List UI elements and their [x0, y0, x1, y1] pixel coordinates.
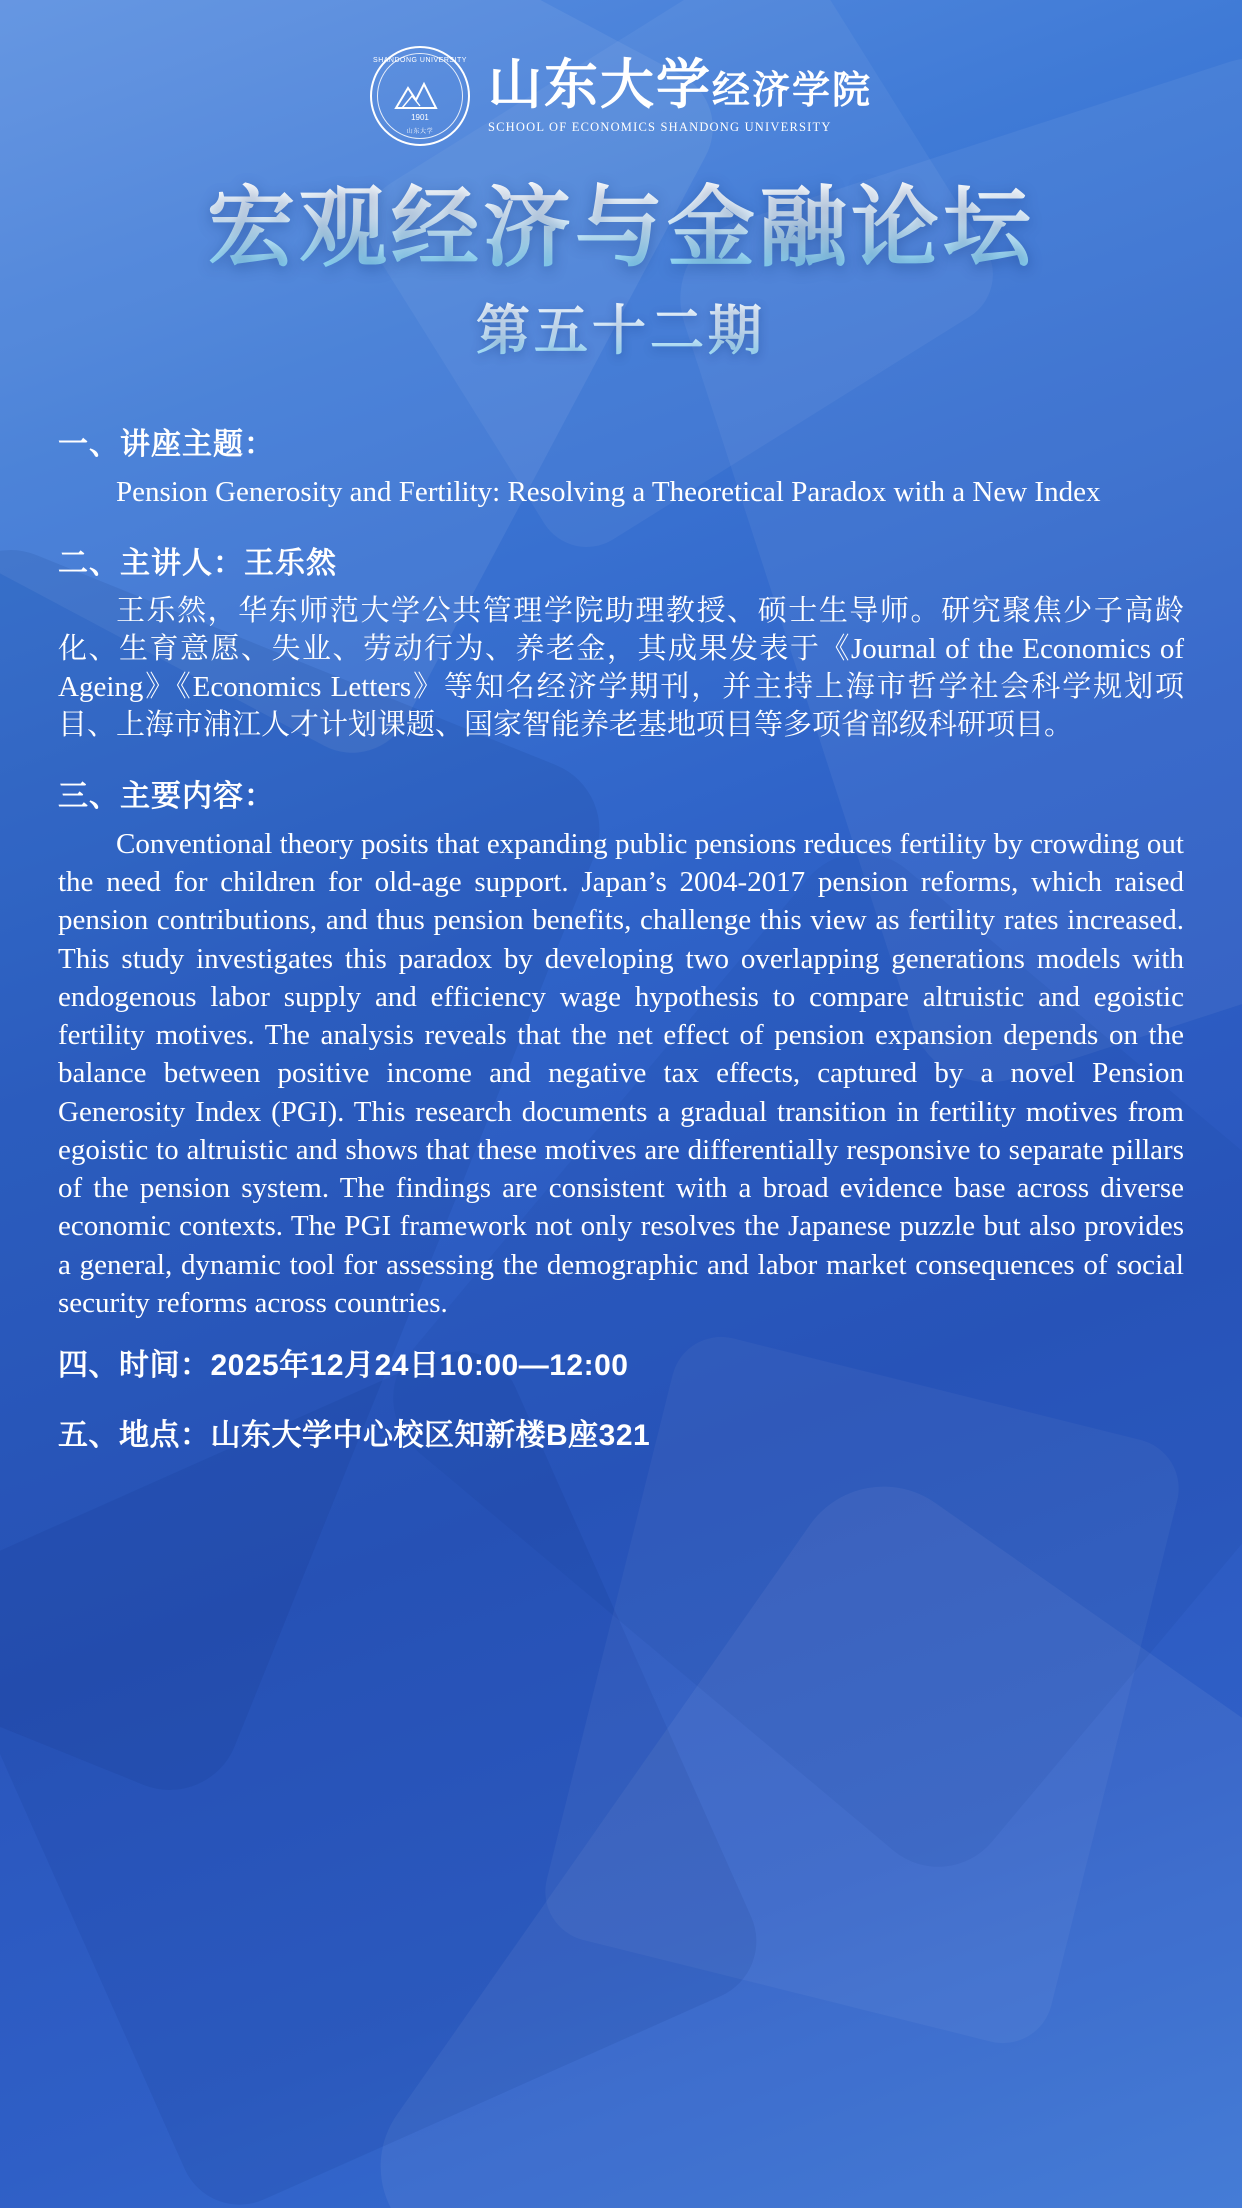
page-subtitle: 第五十二期 [0, 288, 1242, 365]
seal-bottom-text: 山东大学 [406, 129, 434, 135]
page-title: 宏观经济与金融论坛 [0, 182, 1242, 274]
seal-top-text: SHANDONG UNIVERSITY [373, 57, 467, 64]
section-topic-heading: 一、讲座主题： [58, 428, 275, 462]
seal-year-text: 1901 [411, 113, 429, 122]
section-speaker [58, 538, 1184, 745]
section-content-text: Conventional theory posits that expanding public pensions reduces fertility by crowding out the need for children for old-age support. Japan’s 2004-2017 pension reforms, which raised pension contributions, and thus pension benefits, challenge this view as fertility rates increased. This study investigates this paradox by developing two overlapping generations models with endogenous labor supply and efficiency wage hypothesis to compare altruistic and egoistic fertility motives. The analysis reveals that the net effect of pension expansion depends on the balance between positive income and negative tax effects, captured by a novel Pension Generosity Index (PGI). This research documents a gradual transition in fertility motives from egoistic to altruistic and shows that these motives are differentially responsive to separate pillars of the pension system. The findings are consistent with a broad evidence base across diverse economic contexts. The PGI framework not only resolves the Japanese puzzle but also provides a general, dynamic tool for assessing the demographic and labor market consequences of social security reforms across countries. [58, 827, 1184, 1319]
university-logo [0, 0, 1242, 146]
logo-name-en: SCHOOL OF ECONOMICS SHANDONG UNIVERSITY [487, 119, 832, 134]
section-topic-text: Pension Generosity and Fertility: Resolving a Theoretical Paradox with a New Index [116, 476, 1101, 509]
mountain-icon [394, 78, 446, 112]
section-place: 五、地点：山东大学中心校区知新楼B座321 [58, 1419, 651, 1453]
poster-body [58, 419, 1184, 1454]
logo-name-cn-main: 山东大学 [487, 54, 712, 115]
logo-wordmark [487, 54, 872, 135]
section-time: 四、时间：2025年12月24日10:00—12:00 [58, 1349, 629, 1383]
section-speaker-text: 王乐然，华东师范大学公共管理学院助理教授、硕士生导师。研究聚焦少子高龄化、生育意愿、失业、劳动行为、养老金，其成果发表于《Journal of the Economics of Ageing》《Economics Letters》等知名经济学期刊，并主持上海市哲学社会科学规划项目、上海市浦江人才计划课题、国家智能养老基地项目等多项省部级科研项目。 [58, 594, 1184, 742]
section-content-heading: 三、主要内容： [58, 779, 275, 813]
section-speaker-heading: 二、主讲人：王乐然 [58, 546, 337, 580]
section-content [58, 771, 1184, 1322]
section-topic [58, 419, 1184, 511]
logo-name-cn-sub: 经济学院 [711, 69, 872, 112]
university-seal-icon [370, 46, 470, 146]
title-block [0, 178, 1242, 365]
logo-name-cn [487, 54, 872, 115]
